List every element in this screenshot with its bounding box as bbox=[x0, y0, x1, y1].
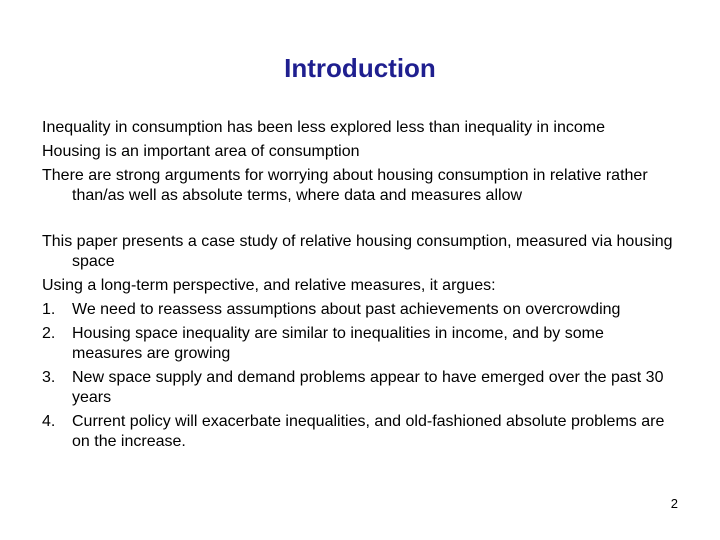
intro-point-2: Housing is an important area of consumption bbox=[42, 143, 360, 160]
page-number: 2 bbox=[670, 496, 678, 511]
intro-point-3: There are strong arguments for worrying about housing consumption in relative rather than/as well as absolute terms, where data and measures allow bbox=[42, 167, 648, 204]
argument-number: 1. bbox=[42, 301, 56, 318]
argument-item-2 bbox=[42, 324, 677, 364]
argument-number: 2. bbox=[42, 325, 56, 342]
argument-text: Current policy will exacerbate inequalities, and old-fashioned absolute problems are on the increase. bbox=[72, 413, 665, 450]
argument-item-1 bbox=[42, 300, 677, 320]
argument-text: Housing space inequality are similar to inequalities in income, and by some measures are growing bbox=[72, 325, 604, 362]
argument-text: We need to reassess assumptions about past achievements on overcrowding bbox=[72, 301, 621, 318]
paper-point-1: This paper presents a case study of relative housing consumption, measured via housing space bbox=[42, 233, 673, 270]
intro-point-1: Inequality in consumption has been less explored less than inequality in income bbox=[42, 119, 606, 136]
argument-number: 4. bbox=[42, 413, 56, 430]
argument-text: New space supply and demand problems appear to have emerged over the past 30 years bbox=[72, 369, 664, 406]
argument-item-4 bbox=[42, 412, 677, 452]
paper-point-2: Using a long-term perspective, and relative measures, it argues: bbox=[42, 277, 496, 294]
slide-title: Introduction bbox=[284, 53, 436, 83]
slide-body bbox=[42, 118, 677, 456]
argument-item-3 bbox=[42, 368, 677, 408]
argument-number: 3. bbox=[42, 369, 56, 386]
paragraph-gap bbox=[42, 210, 677, 232]
